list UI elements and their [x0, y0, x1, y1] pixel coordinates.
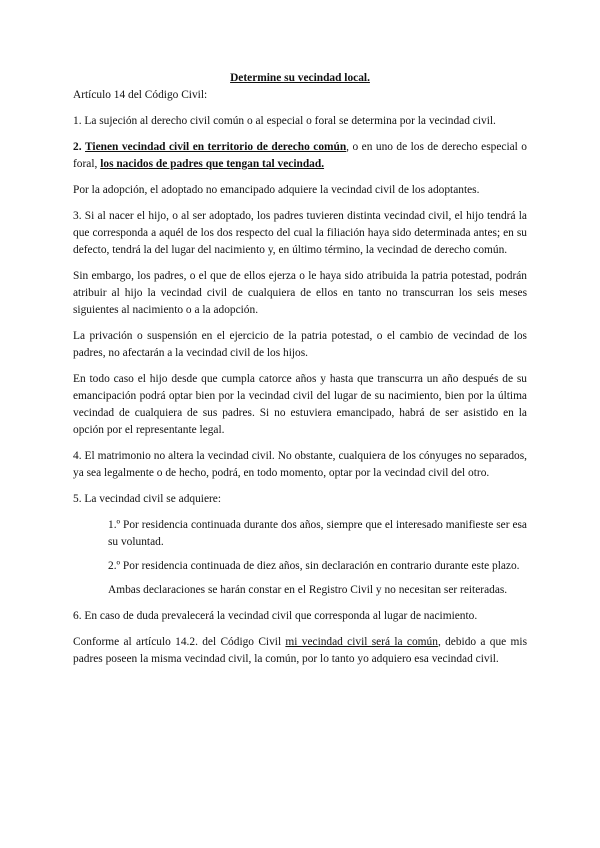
sub-item-2: 2.º Por residencia continuada de diez años, sin declaración en contrario durante este plazo. [108, 560, 520, 572]
paragraph-6: La privación o suspensión en el ejercicio de la patria potestad, o el cambio de vecindad de los padres, no afectarán a la vecindad civil de los hijos. [73, 330, 527, 359]
paragraph-3: Por la adopción, el adoptado no emancipado adquiere la vecindad civil de los adoptantes. [73, 184, 480, 196]
document-title: Determine su vecindad local. [230, 72, 370, 84]
conclusion-emphasis: mi vecindad civil será la común [285, 636, 438, 648]
conclusion-start: Conforme al artículo 14.2. del Código Civil [73, 636, 286, 648]
conclusion [73, 634, 527, 668]
paragraph-9: 5. La vecindad civil se adquiere: [73, 493, 222, 505]
paragraph-2 [73, 139, 527, 173]
intro-line: Artículo 14 del Código Civil: [73, 89, 208, 101]
conclusion-end: , debido a que mis padres poseen la misma vecindad civil, la común, por lo tanto yo adquiero esa vecindad civil. [73, 636, 528, 665]
paragraph-1: 1. La sujeción al derecho civil común o al especial o foral se determina por la vecindad civil. [73, 115, 496, 127]
paragraph-2-middle: , o en uno de los de derecho especial o foral, [73, 141, 527, 170]
sub-item-1: 1.º Por residencia continuada durante dos años, siempre que el interesado manifieste ser esa su voluntad. [108, 519, 527, 548]
sub-item-3: Ambas declaraciones se harán constar en el Registro Civil y no necesitan ser reiteradas. [108, 584, 508, 596]
paragraph-2-emphasis: Tienen vecindad civil en territorio de derecho común [85, 141, 347, 153]
paragraph-4: 3. Si al nacer el hijo, o al ser adoptado, los padres tuvieren distinta vecindad civil, el hijo tendrá la que corresponda a aquél de los dos respecto del cual la filiación haya sido determinada antes; en su defecto, tendrá la del lugar del nacimiento y, en último término, la vecindad de derecho común. [73, 210, 527, 256]
paragraph-7: En todo caso el hijo desde que cumpla catorce años y hasta que transcurra un año después de su emancipación podrá optar bien por la vecindad civil del lugar de su nacimiento, bien por la última vecindad de cualquiera de sus padres. Si no estuviera emancipado, habrá de ser asistido en la opción por el representante legal. [73, 373, 527, 436]
document-page [73, 70, 527, 677]
paragraph-2-number: 2. [73, 141, 82, 153]
paragraph-5: Sin embargo, los padres, o el que de ellos ejerza o le haya sido atribuida la patria potestad, podrán atribuir al hijo la vecindad civil de cualquiera de ellos en tanto no transcurran los seis meses siguientes al nacimiento o a la adopción. [73, 270, 527, 316]
paragraph-10: 6. En caso de duda prevalecerá la vecindad civil que corresponda al lugar de nacimiento. [73, 610, 478, 622]
paragraph-8: 4. El matrimonio no altera la vecindad civil. No obstante, cualquiera de los cónyuges no separados, ya sea legalmente o de hecho, podrá, en todo momento, optar por la vecindad civil del otro. [73, 450, 527, 479]
paragraph-2-end: los nacidos de padres que tengan tal vecindad. [100, 158, 325, 170]
